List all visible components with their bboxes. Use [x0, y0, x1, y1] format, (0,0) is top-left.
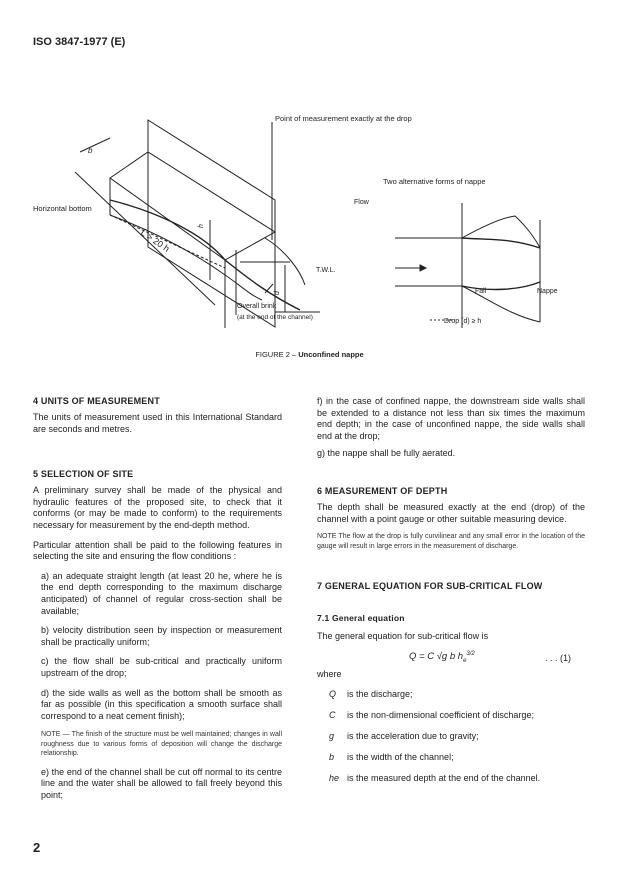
label-drop: Drop (d) ≥ h — [444, 318, 482, 325]
list-item-a: a) an adequate straight length (at least 20 he, where he is the end depth corresponding to the maximum discharge anticipated) of channel of regular cross-section shall be available; — [41, 570, 282, 616]
list-item-g: g) the nappe shall be fully aerated. — [317, 448, 456, 459]
section-5-para-1: A preliminary survey shall be made of the physical and hydraulic features of the proposed site, to check that it conforms (or may be made to conform) to the requirements necessary for measurement by the end-depth method. — [33, 485, 282, 530]
equation-number: . . . (1) — [544, 652, 571, 663]
definition-text: is the acceleration due to gravity; — [347, 731, 479, 742]
symbol: he — [329, 773, 340, 784]
page-number: 2 — [33, 840, 41, 855]
list-item-d: d) the side walls as well as the bottom shall be smooth as far as possible (in this specification a smooth surface shall correspond to a neat cement finish); — [41, 687, 282, 721]
equation-superscript: 3/2 — [466, 650, 475, 657]
caption-prefix: FIGURE 2 – — [255, 350, 299, 359]
list-item-f: f) in the case of confined nappe, the downstream side walls shall be extended to a distance not less than six times the maximum end depth; in the case of unconfined nappe, the side walls shall end at the drop; — [317, 396, 585, 441]
definition-q — [329, 689, 585, 710]
equation-subscript: e — [463, 657, 467, 664]
definition-c — [329, 710, 585, 731]
definition-g — [329, 731, 585, 752]
definition-he — [329, 773, 585, 794]
label-overall-brink: Overall brink — [237, 303, 277, 310]
equation-body: Q = C √g b h — [409, 650, 464, 662]
symbol: b — [329, 752, 335, 763]
section-4-heading: 4 UNITS OF MEASUREMENT — [33, 396, 160, 406]
label-d: d — [274, 291, 281, 295]
label-flow: Flow — [354, 199, 369, 206]
where-label: where — [317, 668, 342, 679]
label-length: L > 20 h — [138, 227, 172, 254]
section-5-heading: 5 SELECTION OF SITE — [33, 469, 134, 480]
figure-2-diagram — [0, 100, 619, 340]
label-nappe: Nappe — [537, 288, 558, 295]
nappe-side-view-drawing — [395, 203, 540, 328]
list-item-c: c) the flow shall be sub-critical and practically uniform upstream of the drop; — [41, 656, 282, 678]
label-twl: T.W.L. — [316, 267, 336, 274]
list-item-b: b) velocity distribution seen by inspection or measurement shall be practically uniform; — [41, 625, 282, 647]
left-column — [33, 396, 282, 801]
definition-text: is the width of the channel; — [347, 752, 454, 763]
label-fall: Fall — [475, 288, 487, 295]
equation-1 — [317, 649, 585, 669]
definition-text: is the non-dimensional coefficient of discharge; — [347, 710, 534, 721]
figure-caption — [0, 350, 619, 359]
right-column — [317, 396, 585, 794]
list-item-e: e) the end of the channel shall be cut off normal to its centre line and the water shall be allowed to fall freely beyond this point; — [41, 766, 282, 800]
section-6-heading: 6 MEASUREMENT OF DEPTH — [317, 485, 448, 496]
definition-text: is the measured depth at the end of the channel. — [347, 773, 541, 784]
section-7-heading: 7 GENERAL EQUATION FOR SUB-CRITICAL FLOW — [317, 580, 543, 591]
definitions-list — [329, 689, 585, 794]
document-header: ISO 3847-1977 (E) — [33, 36, 126, 48]
section-6-note: NOTE The flow at the drop is fully curvilinear and any small error in the location of the gauge will result in large errors in the measurement of discharge. — [317, 533, 585, 550]
symbol: Q — [329, 689, 337, 700]
section-7-intro: The general equation for sub-critical flow is — [317, 630, 489, 641]
label-overall-brink-note: (at the end of the channel) — [237, 314, 313, 321]
section-5-note: NOTE — The finish of the structure must be well maintained; changes in wall roughness due to various forms of deposition will change the discharge relationship. — [41, 731, 282, 758]
label-two-forms: Two alternative forms of nappe — [383, 177, 486, 186]
section-6-text: The depth shall be measured exactly at the end (drop) of the channel with a point gauge or other suitable measuring device. — [317, 501, 585, 524]
section-7-1-heading: 7.1 General equation — [317, 612, 405, 623]
section-5-para-2: Particular attention shall be paid to the following features in selecting the site and ensuring the flow conditions : — [33, 539, 282, 562]
definition-text: is the discharge; — [347, 689, 413, 700]
label-horizontal-bottom: Horizontal bottom — [33, 204, 92, 213]
symbol: C — [329, 710, 336, 721]
label-b: b — [88, 146, 93, 155]
symbol: g — [329, 731, 335, 742]
definition-b — [329, 752, 585, 773]
label-he: h — [198, 224, 205, 228]
channel-3d-drawing — [75, 120, 320, 328]
section-4-text: The units of measurement used in this International Standard are seconds and metres. — [33, 412, 282, 434]
label-point-of-measurement: Point of measurement exactly at the drop — [275, 114, 412, 123]
caption-title: Unconfined nappe — [298, 350, 364, 359]
